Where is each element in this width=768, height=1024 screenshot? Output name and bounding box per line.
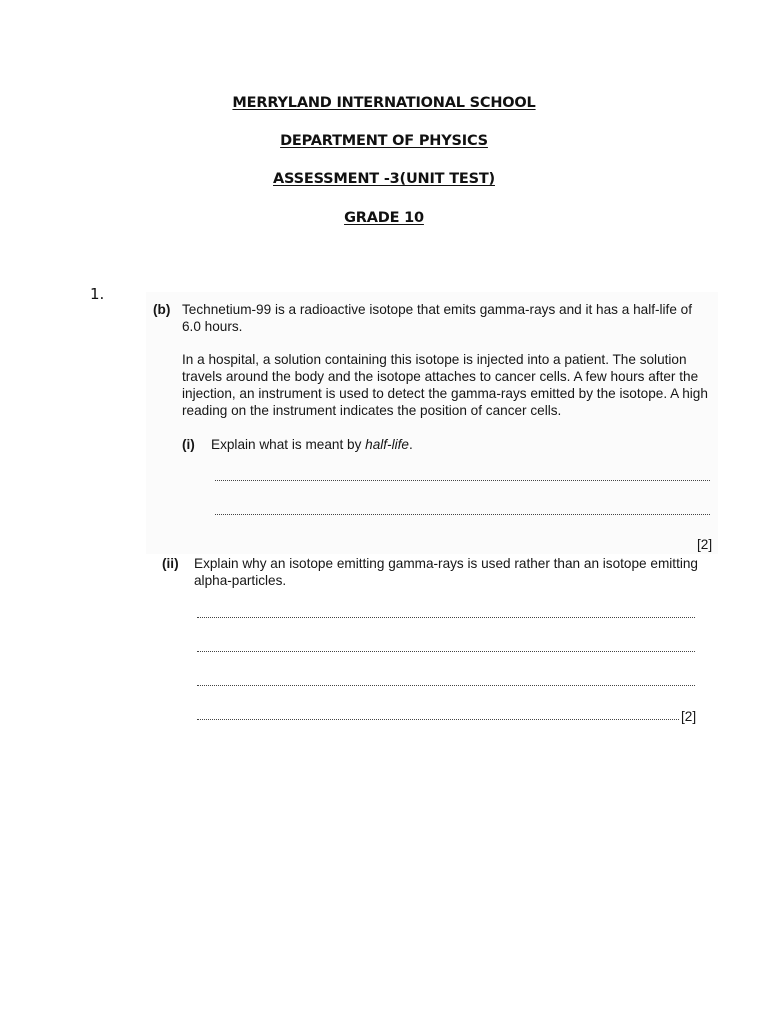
sub-ii-text-line-1: Explain why an isotope emitting gamma-rays is used rather than an isotope emitting <box>194 556 698 571</box>
context-line-4: reading on the instrument indicates the position of cancer cells. <box>182 403 562 418</box>
grade-label: GRADE 10 <box>344 210 424 226</box>
sub-ii-label: (ii) <box>162 556 179 571</box>
answer-line[interactable] <box>197 651 695 652</box>
department-name: DEPARTMENT OF PHYSICS <box>280 133 488 149</box>
sub-i-text: Explain what is meant by half-life. <box>211 437 413 452</box>
context-line-3: injection, an instrument is used to detect the gamma-rays emitted by the isotope. A high <box>182 386 708 401</box>
context-line-2: travels around the body and the isotope attaches to cancer cells. A few hours after the <box>182 369 699 384</box>
school-name: MERRYLAND INTERNATIONAL SCHOOL <box>232 95 536 111</box>
sub-ii-text-line-2: alpha-particles. <box>194 573 287 588</box>
sub-i-label: (i) <box>182 437 195 452</box>
answer-line[interactable] <box>215 514 710 515</box>
intro-line-2: 6.0 hours. <box>182 319 243 334</box>
answer-line[interactable] <box>197 685 695 686</box>
assessment-title: ASSESSMENT -3(UNIT TEST) <box>273 171 495 187</box>
marks-label: [2] <box>681 709 697 724</box>
question-number: 1. <box>90 285 105 303</box>
answer-line[interactable] <box>215 480 710 481</box>
part-b-label: (b) <box>153 302 171 317</box>
marks-label: [2] <box>697 537 713 552</box>
answer-line[interactable] <box>197 617 695 618</box>
context-line-1: In a hospital, a solution containing this isotope is injected into a patient. The solution <box>182 352 687 367</box>
intro-line-1: Technetium-99 is a radioactive isotope that emits gamma-rays and it has a half-life of <box>182 302 693 317</box>
answer-line[interactable] <box>197 719 679 720</box>
